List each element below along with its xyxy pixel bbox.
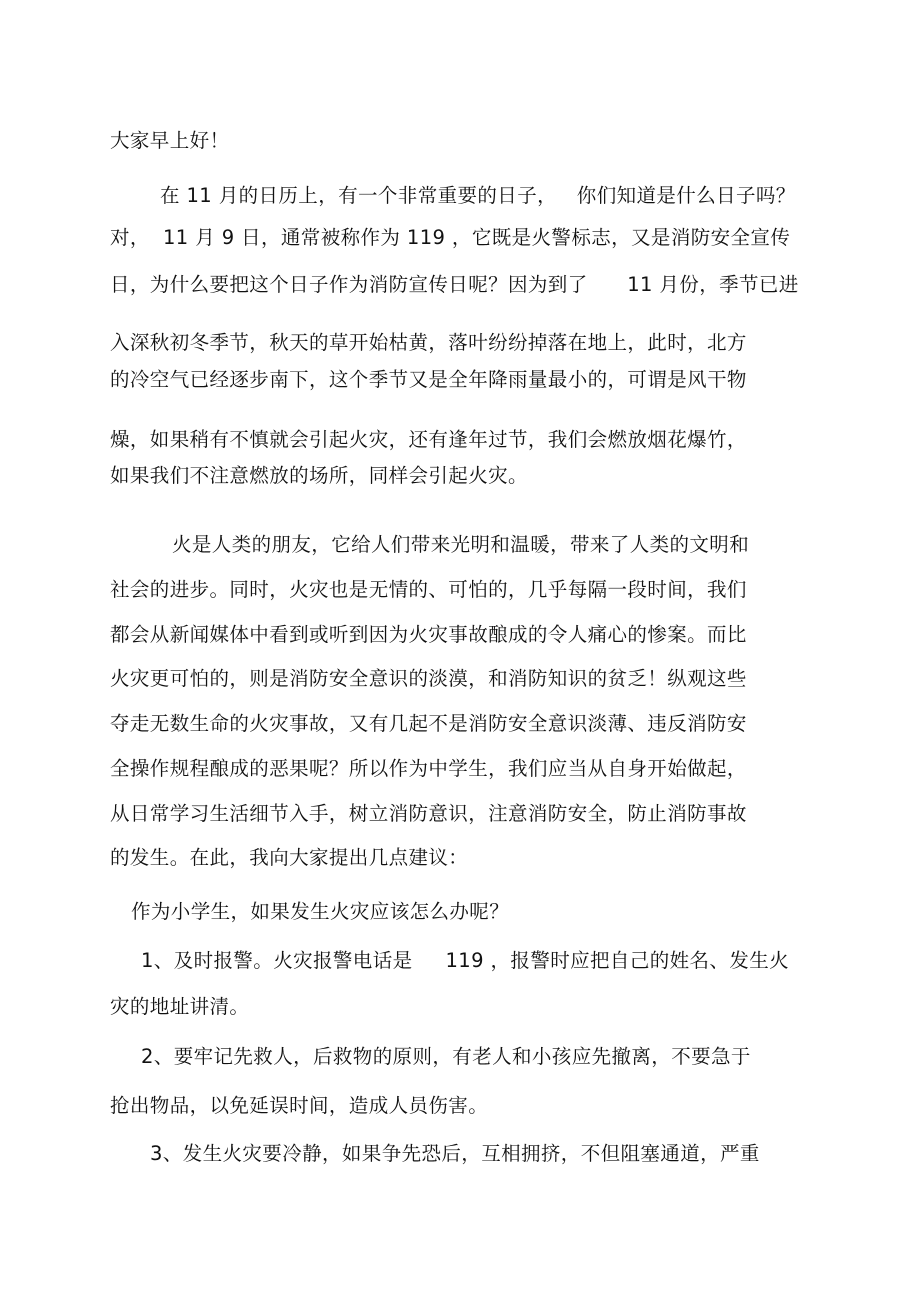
list-item-line: 2、要牢记先救人，后救物的原则，有老人和小孩应先撤离，不要急于: [141, 1045, 751, 1068]
list-item-line: 灾的地址讲清。: [110, 995, 250, 1018]
paragraph-line: 的冷空气已经逐步南下，这个季节又是全年降雨量最小的，可谓是风干物: [110, 368, 747, 391]
paragraph-line: 的发生。在此，我向大家提出几点建议：: [110, 846, 469, 869]
paragraph-line: 在 11 月的日历上，有一个非常重要的日子， 你们知道是什么日子吗？: [160, 184, 796, 207]
paragraph-line: 都会从新闻媒体中看到或听到因为火灾事故酿成的令人痛心的惨案。而比: [110, 623, 747, 646]
paragraph-line: 全操作规程酿成的恶果呢？所以作为中学生，我们应当从自身开始做起，: [110, 757, 747, 780]
paragraph-line: 夺走无数生命的火灾事故，又有几起不是消防安全意识淡薄、违反消防安: [110, 712, 747, 735]
paragraph-line: 对， 11 月 9 日，通常被称作为 119 ，它既是火警标志，又是消防安全宣传: [110, 226, 791, 249]
paragraph-line: 火灾更可怕的，则是消防安全意识的淡漠，和消防知识的贫乏！纵观这些: [110, 667, 747, 690]
list-item-line: 1、及时报警。火灾报警电话是 119 ，报警时应把自己的姓名、发生火: [141, 949, 790, 972]
paragraph-line: 日，为什么要把这个日子作为消防宣传日呢？因为到了 11 月份，季节已进: [110, 273, 799, 296]
greeting: 大家早上好！: [110, 129, 230, 152]
question-line: 作为小学生，如果发生火灾应该怎么办呢？: [131, 900, 510, 923]
paragraph-line: 社会的进步。同时，火灾也是无情的、可怕的，几乎每隔一段时间，我们: [110, 578, 747, 601]
list-item-line: 3、发生火灾要冷静，如果争先恐后，互相拥挤，不但阻塞通道，严重: [150, 1142, 760, 1165]
paragraph-line: 燥，如果稍有不慎就会引起火灾，还有逢年过节，我们会燃放烟花爆竹，: [110, 428, 747, 451]
paragraph-line: 如果我们不注意燃放的场所，同样会引起火灾。: [110, 464, 528, 487]
paragraph-line: 从日常学习生活细节入手，树立消防意识，注意消防安全，防止消防事故: [110, 802, 747, 825]
list-item-line: 抢出物品，以免延误时间，造成人员伤害。: [110, 1094, 489, 1117]
paragraph-line: 火是人类的朋友，它给人们带来光明和温暖，带来了人类的文明和: [172, 533, 750, 556]
paragraph-line: 入深秋初冬季节，秋天的草开始枯黄，落叶纷纷掉落在地上，此时，北方: [110, 331, 747, 354]
